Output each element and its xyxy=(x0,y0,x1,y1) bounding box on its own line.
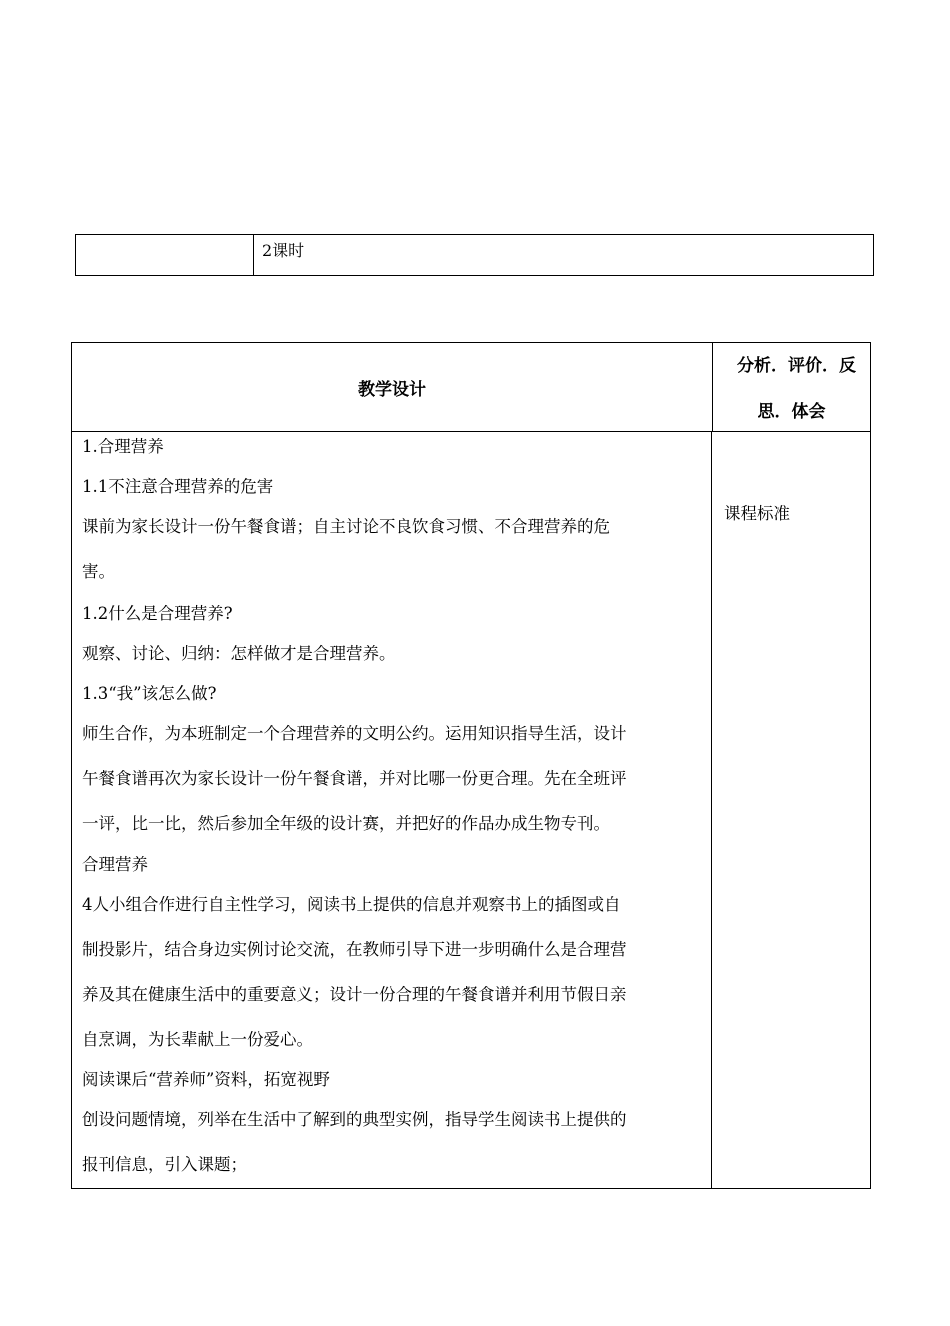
content-line: 课前为家长设计一份午餐食谱；自主讨论不良饮食习惯、不合理营养的危 xyxy=(82,517,610,536)
teaching-design-table xyxy=(71,342,871,1189)
teaching-design-header: 教学设计 xyxy=(72,343,713,431)
lesson-duration-cell: 2课时 xyxy=(262,241,305,260)
content-line: 1.3“我”该怎么做? xyxy=(82,684,217,703)
lesson-info-label-cell xyxy=(76,235,254,275)
content-line: 1.2什么是合理营养? xyxy=(82,604,233,623)
analysis-header xyxy=(713,343,870,431)
content-line: 合理营养 xyxy=(82,855,148,874)
content-line: 一评，比一比，然后参加全年级的设计赛，并把好的作品办成生物专刊。 xyxy=(82,814,610,833)
curriculum-standard-label: 课程标准 xyxy=(724,504,790,523)
content-line: 午餐食谱再次为家长设计一份午餐食谱，并对比哪一份更合理。先在全班评 xyxy=(82,769,627,788)
content-line: 报刊信息，引入课题； xyxy=(82,1155,247,1174)
content-line: 1.1不注意合理营养的危害 xyxy=(82,477,274,496)
content-line: 观察、讨论、归纳：怎样做才是合理营养。 xyxy=(82,644,396,663)
content-line: 阅读课后“营养师”资料，拓宽视野 xyxy=(82,1070,330,1089)
content-line: 4人小组合作进行自主性学习，阅读书上提供的信息并观察书上的插图或自 xyxy=(82,895,621,914)
lesson-info-table xyxy=(75,234,874,276)
analysis-header-line1: 分析．评价．反 xyxy=(737,356,856,376)
content-line: 害。 xyxy=(82,562,115,581)
analysis-cell xyxy=(713,432,870,1189)
content-line: 创设问题情境，列举在生活中了解到的典型实例，指导学生阅读书上提供的 xyxy=(82,1110,627,1129)
teaching-content-cell xyxy=(72,432,712,1189)
content-line: 1.合理营养 xyxy=(82,437,164,456)
analysis-header-line2: 思．体会 xyxy=(757,402,826,422)
content-line: 养及其在健康生活中的重要意义；设计一份合理的午餐食谱并利用节假日亲 xyxy=(82,985,627,1004)
content-line: 自烹调，为长辈献上一份爱心。 xyxy=(82,1030,313,1049)
table-header-row xyxy=(72,343,870,432)
content-line: 制投影片，结合身边实例讨论交流，在教师引导下进一步明确什么是合理营 xyxy=(82,940,627,959)
content-line: 师生合作，为本班制定一个合理营养的文明公约。运用知识指导生活，设计 xyxy=(82,724,627,743)
